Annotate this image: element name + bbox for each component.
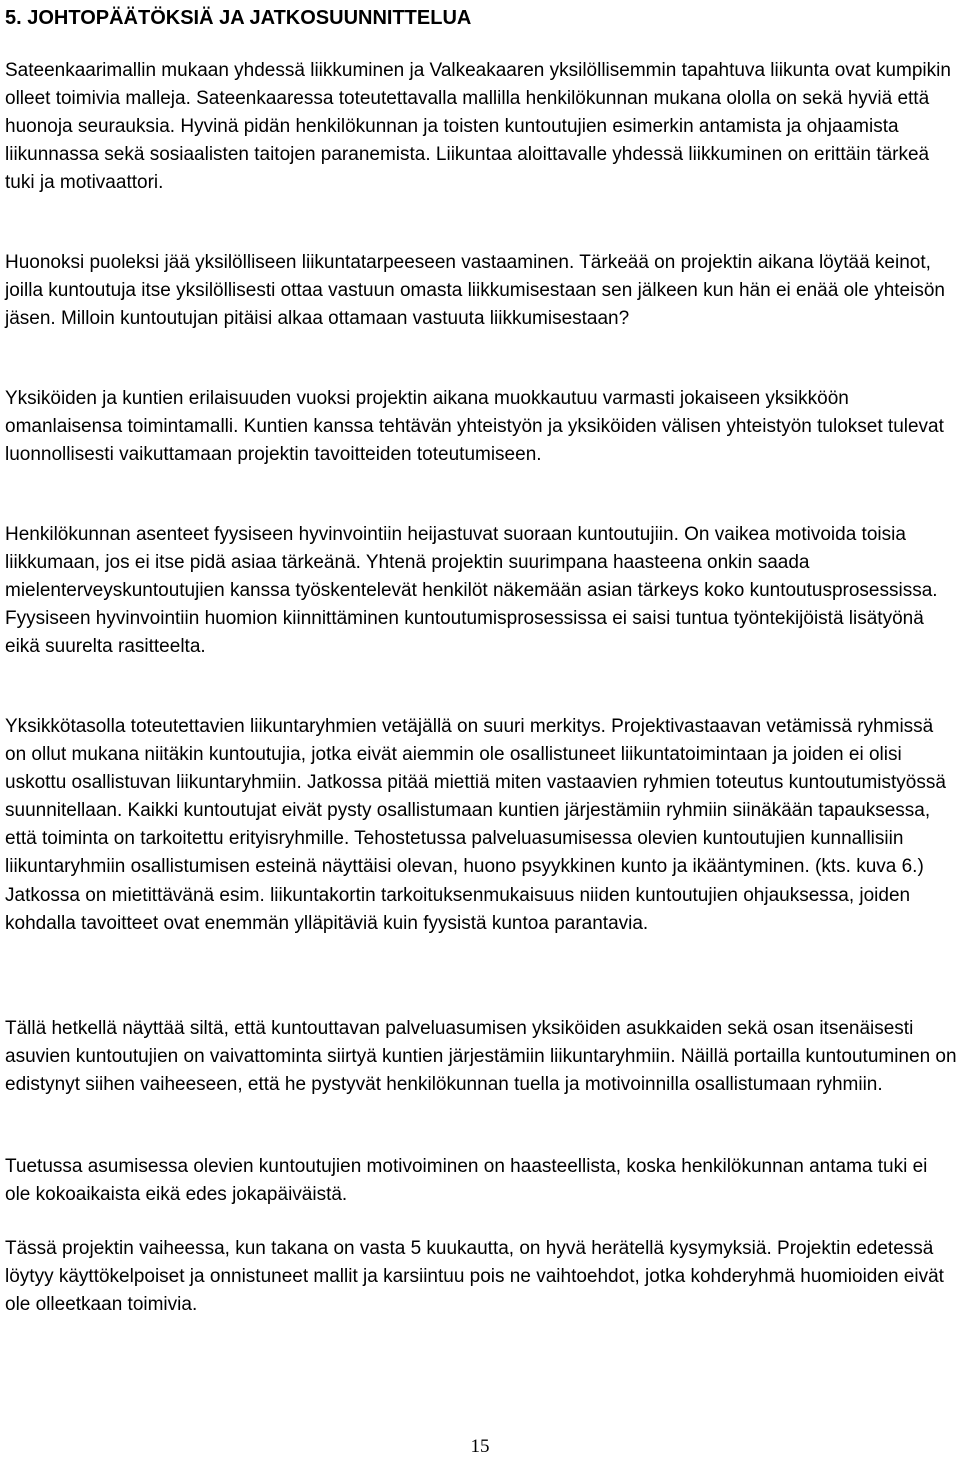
paragraph-6: Tällä hetkellä näyttää siltä, että kuntouttavan palveluasumisen yksiköiden asukkaiden sekä osan itsenäisesti asuvien kuntoutujien on vaivattominta siirtyä kuntien järjestämiin liikuntaryhmiin. Näillä portailla kuntoutuminen on edistynyt siihen vaiheeseen, että he pystyvät henkilökunnan tuella ja motivoinnilla osallistumaan ryhmiin.	[5, 1018, 957, 1096]
paragraph-7: Tuetussa asumisessa olevien kuntoutujien motivoiminen on haasteellista, koska henkilökunnan antama tuki ei ole kokoaikaista eikä edes jokapäiväistä.	[5, 1156, 928, 1206]
paragraph-2: Huonoksi puoleksi jää yksilölliseen liikuntatarpeeseen vastaaminen. Tärkeää on projektin aikana löytää keinot, joilla kuntoutuja itse yksilöllisesti ottaa vastuun omasta liikkumisestaan sen jälkeen kun hän ei enää ole yhteisön jäsen. Milloin kuntoutujan pitäisi alkaa ottamaan vastuuta liikkumisestaan?	[5, 252, 945, 330]
paragraph-8: Tässä projektin vaiheessa, kun takana on vasta 5 kuukautta, on hyvä herätellä kysymyksiä. Projektin edetessä löytyy käyttökelpoiset ja onnistuneet mallit ja karsiintuu pois ne vaihtoehdot, jotka kohderyhmä huomioiden eivät ole olleetkaan toimivia.	[5, 1238, 944, 1316]
paragraph-1: Sateenkaarimallin mukaan yhdessä liikkuminen ja Valkeakaaren yksilöllisemmin tapahtuva liikunta ovat kumpikin olleet toimivia malleja. Sateenkaaressa toteutettavalla mallilla henkilökunnan mukana ololla on sekä hyviä että huonoja seurauksia. Hyvinä pidän henkilökunnan ja toisten kuntoutujien esimerkin antamista ja ohjaamista liikunnassa sekä sosiaalisten taitojen paranemista. Liikuntaa aloittavalle yhdessä liikkuminen on erittäin tärkeä tuki ja motivaattori.	[5, 60, 951, 194]
paragraph-3: Yksiköiden ja kuntien erilaisuuden vuoksi projektin aikana muokkautuu varmasti jokaiseen yksikköön omanlaisensa toimintamalli. Kuntien kanssa tehtävän yhteistyön ja yksiköiden välisen yhteistyön tulokset tulevat luonnollisesti vaikuttamaan projektin tavoitteiden toteutumiseen.	[5, 388, 944, 466]
page-number: 15	[470, 1436, 490, 1457]
paragraph-4: Henkilökunnan asenteet fyysiseen hyvinvointiin heijastuvat suoraan kuntoutujiin. On vaikea motivoida toisia liikkumaan, jos ei itse pidä asiaa tärkeänä. Yhtenä projektin suurimpana haasteena onkin saada mielenterveyskuntoutujien kanssa työskentelevät henkilöt näkemään asian tärkeys koko kuntoutusprosessissa. Fyysiseen hyvinvointiin huomion kiinnittäminen kuntoutumisprosessissa ei saisi tuntua työntekijöistä lisätyönä eikä suurelta rasitteelta.	[5, 524, 938, 658]
section-heading: 5. JOHTOPÄÄTÖKSIÄ JA JATKOSUUNNITTELUA	[5, 7, 472, 29]
paragraph-5: Yksikkötasolla toteutettavien liikuntaryhmien vetäjällä on suuri merkitys. Projektivastaavan vetämissä ryhmissä on ollut mukana niitäkin kuntoutujia, jotka eivät aiemmin ole osallistuneet liikuntatoimintaan ja joiden ei olisi uskottu osallistuvan liikuntaryhmiin. Jatkossa pitää miettiä miten vastaavien ryhmien toteutus kuntoutumistyössä suunnitellaan. Kaikki kuntoutujat eivät pysty osallistumaan kuntien järjestämiin ryhmiin siinäkään tapauksessa, että toiminta on tarkoitettu erityisryhmille. Tehostetussa palveluasumisessa olevien kuntoutujien kunnallisiin liikuntaryhmiin osallistumisen esteinä näyttäisi olevan, huono psyykkinen kunto ja ikääntyminen. (kts. kuva 6.) Jatkossa on mietittävänä esim. liikuntakortin tarkoituksenmukaisuus niiden kuntoutujien ohjauksessa, joiden kohdalla tavoitteet ovat enemmän ylläpitäviä kuin fyysistä kuntoa parantavia.	[5, 716, 946, 934]
